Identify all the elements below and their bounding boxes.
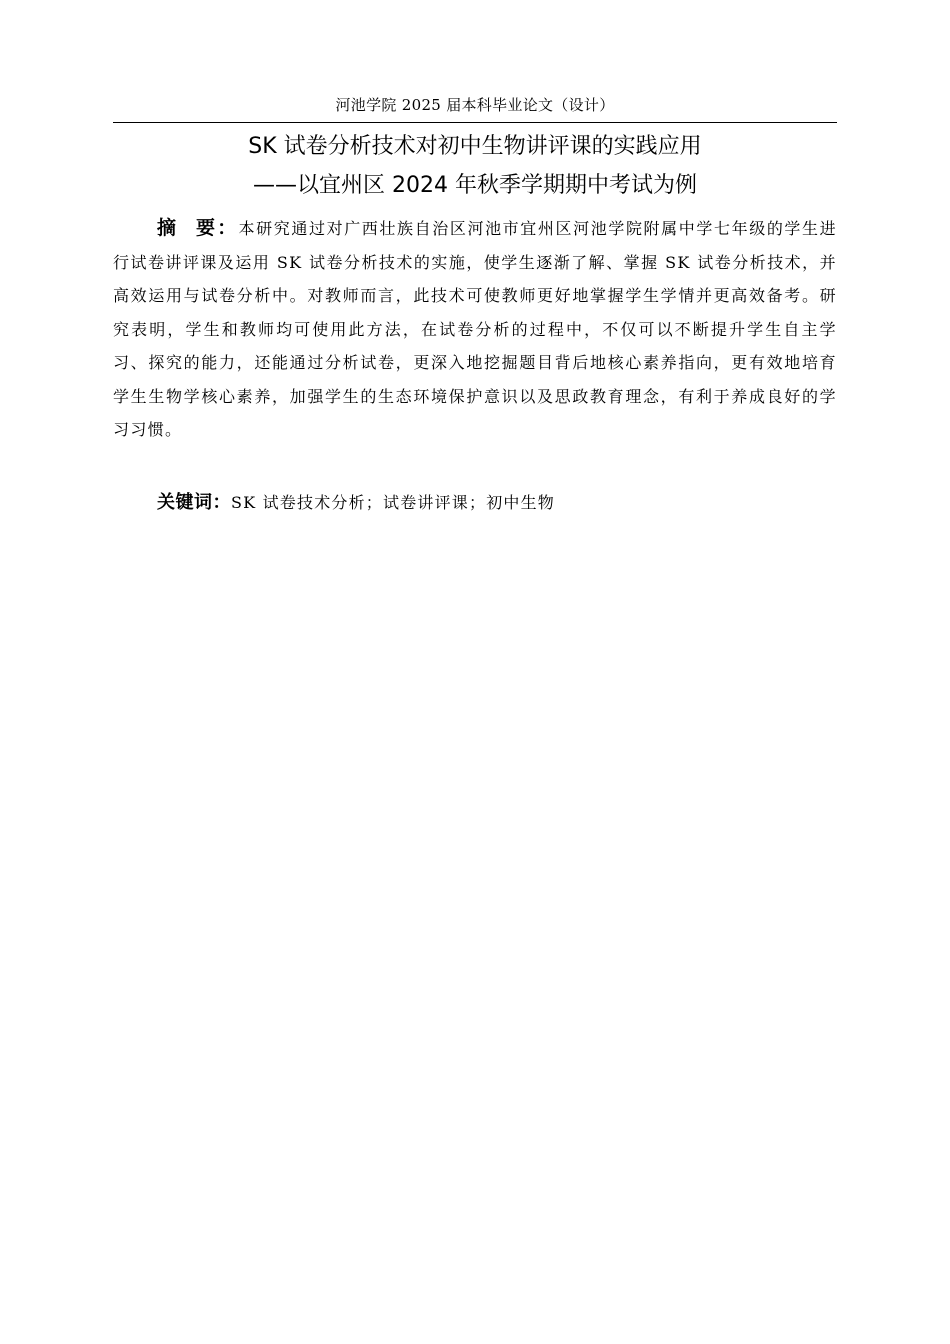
abstract-label: 摘 要： <box>157 217 239 239</box>
keywords-label: 关键词： <box>157 492 231 513</box>
paper-title: SK 试卷分析技术对初中生物讲评课的实践应用 <box>248 134 702 159</box>
header-divider <box>113 122 837 123</box>
paper-subtitle: ——以宜州区 2024 年秋季学期期中考试为例 <box>253 173 697 198</box>
abstract-text: 本研究通过对广西壮族自治区河池市宜州区河池学院附属中学七年级的学生进行试卷讲评课及运用 SK 试卷分析技术的实施，使学生逐渐了解、掌握 SK 试卷分析技术，并高效运用与试卷分析中。对教师而言，此技术可使教师更好地掌握学生学情并更高效备考。研究表明，学生和教师均可使用此方法，在试卷分析的过程中，不仅可以不断提升学生自主学习、探究的能力，还能通过分析试卷，更深入地挖掘题目背后地核心素养指向，更有效地培育学生生物学核心素养，加强学生的生态环境保护意识以及思政教育理念，有利于养成良好的学习习惯。 <box>113 219 837 439</box>
abstract-paragraph <box>113 212 837 447</box>
keywords-line <box>157 486 837 519</box>
running-header: 河池学院 2025 届本科毕业论文（设计） <box>335 96 615 114</box>
keywords-text: SK 试卷技术分析；试卷讲评课；初中生物 <box>231 493 556 512</box>
